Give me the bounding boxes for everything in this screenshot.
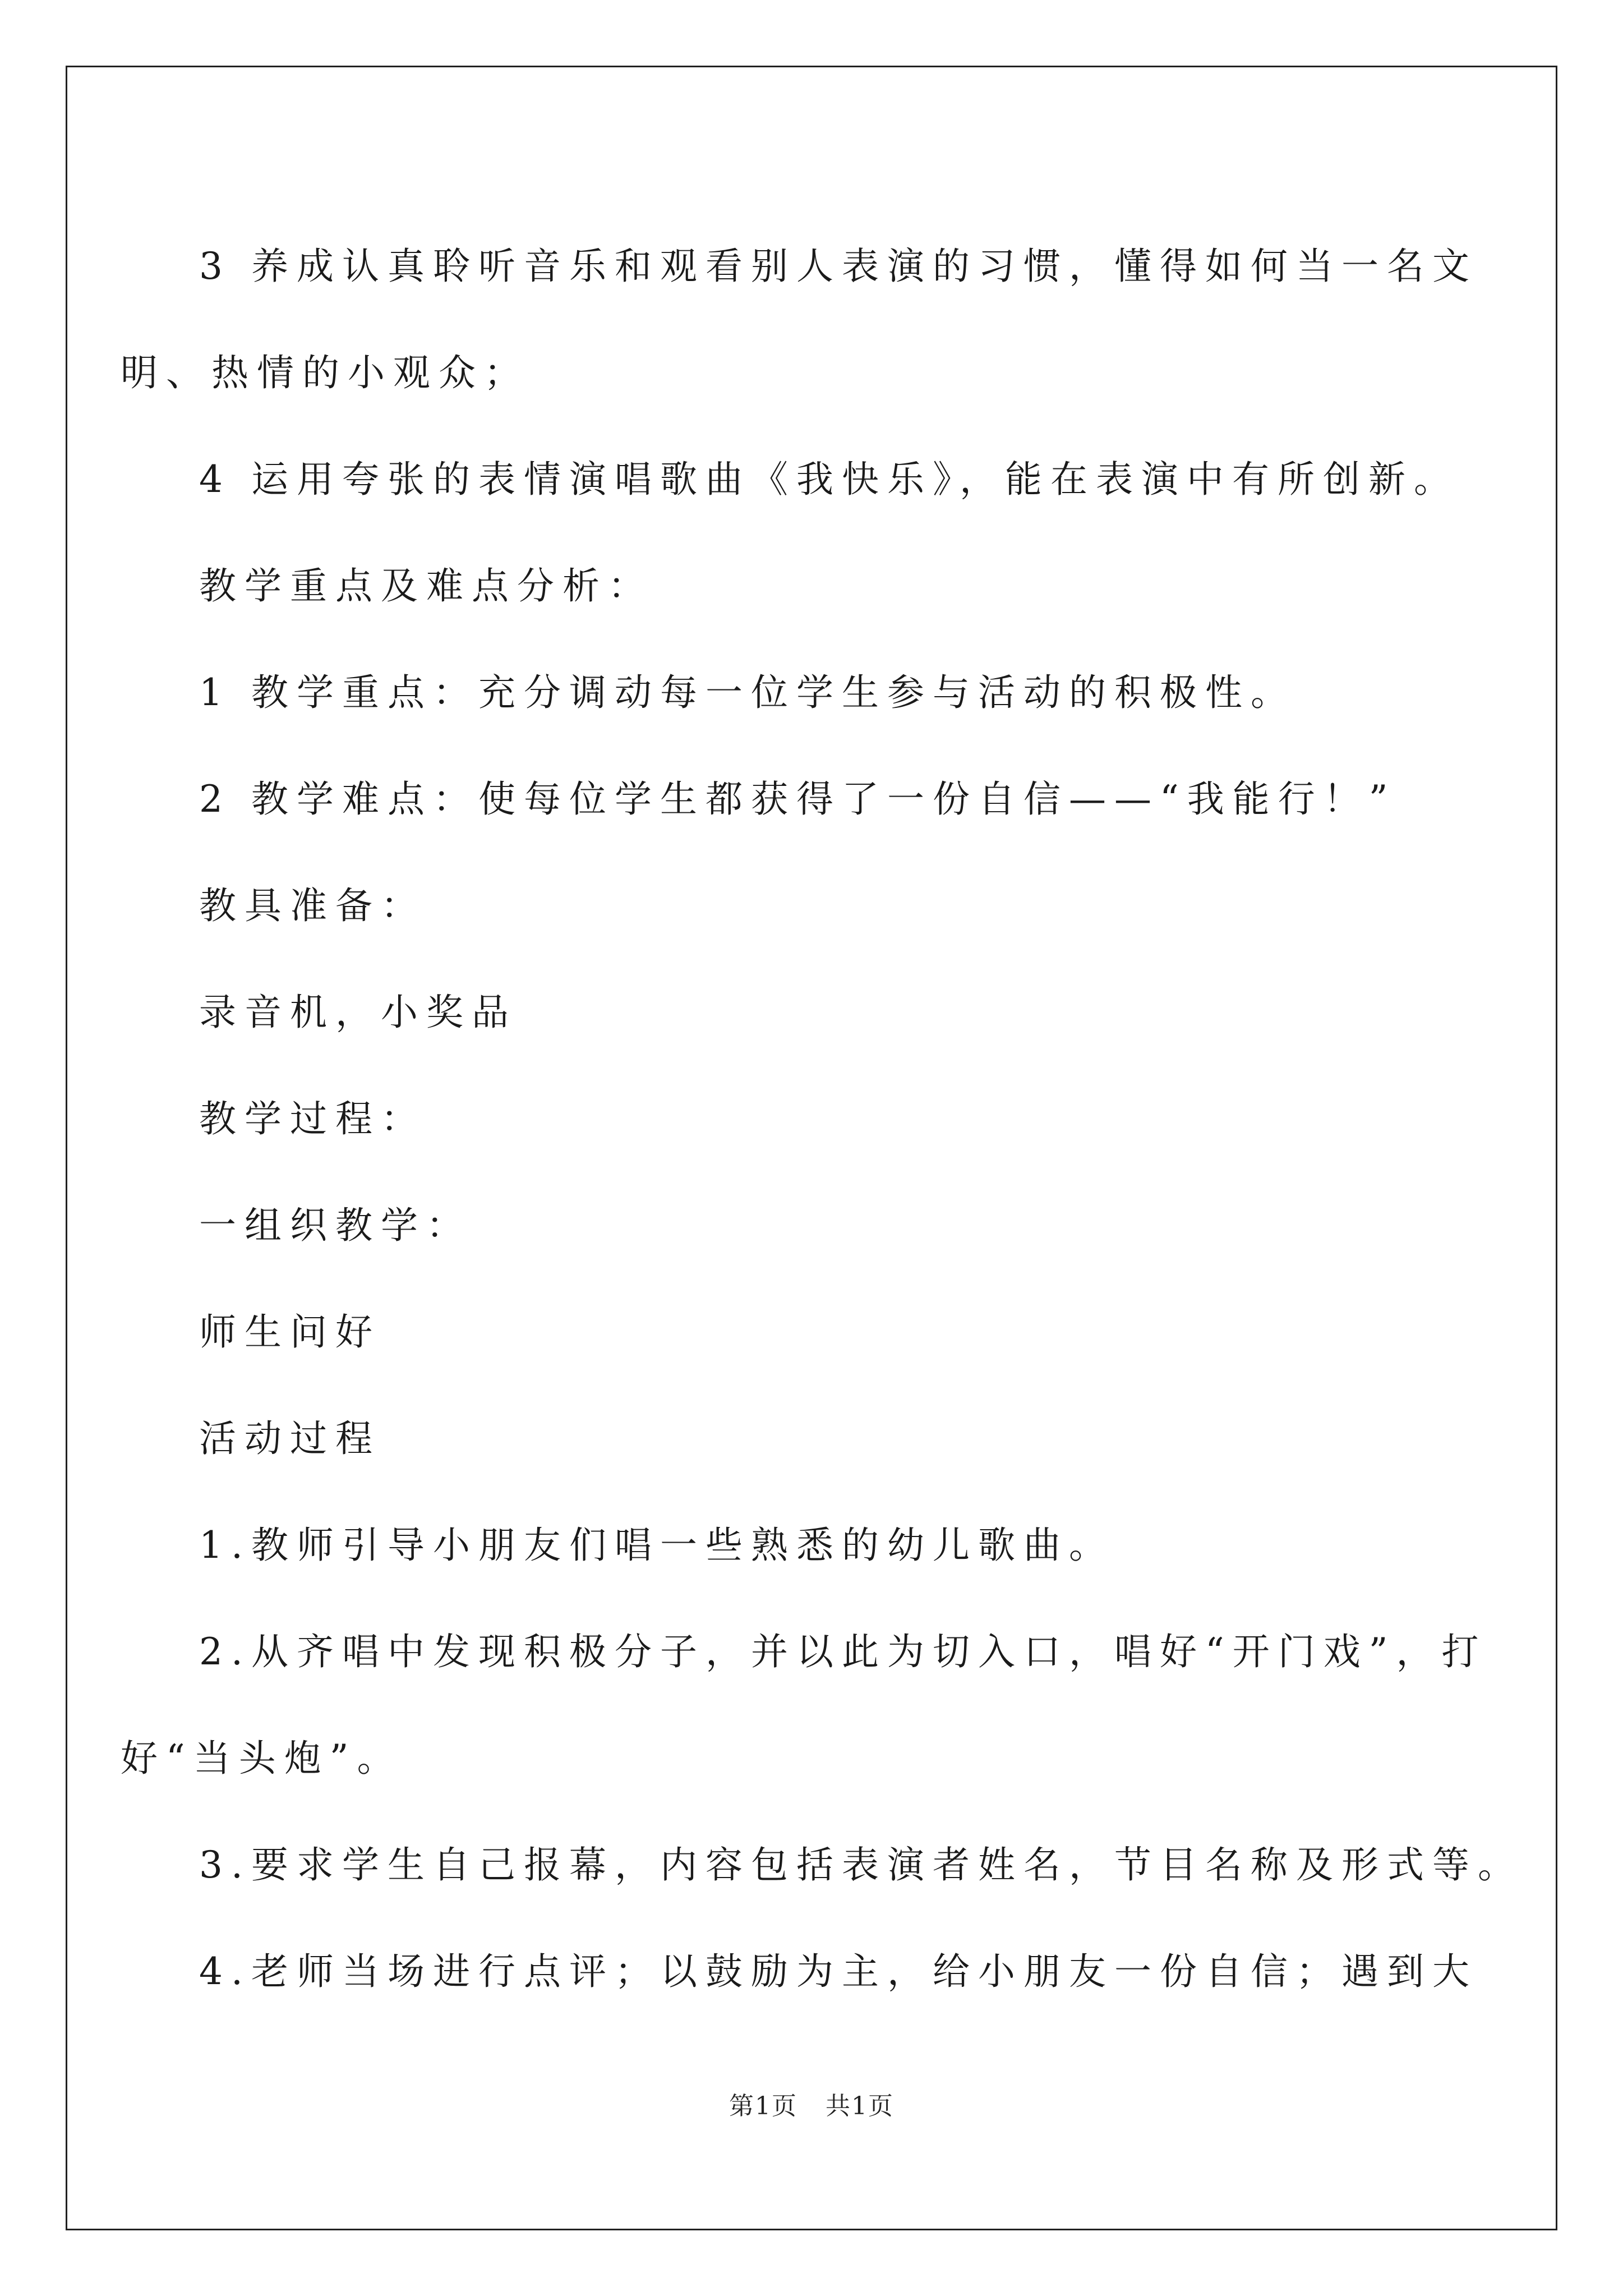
page-total: 共1页 bbox=[826, 2092, 894, 2120]
list-item: 3.要求学生自己报幕，内容包括表演者姓名，节目名称及形式等。 bbox=[199, 1843, 1523, 1887]
list-item: 4.老师当场进行点评；以鼓励为主，给小朋友一份自信；遇到大 bbox=[199, 1950, 1478, 1993]
section-heading: 教学过程： bbox=[199, 1097, 426, 1140]
paragraph: 师生问好 bbox=[199, 1310, 381, 1354]
section-heading: 教学重点及难点分析： bbox=[199, 564, 653, 608]
list-item: 1.教师引导小朋友们唱一些熟悉的幼儿歌曲。 bbox=[199, 1524, 1114, 1567]
section-heading: 一组织教学： bbox=[199, 1204, 472, 1247]
list-item: 2.从齐唱中发现积极分子，并以此为切入口，唱好“开门戏”，打 bbox=[199, 1630, 1487, 1673]
paragraph: 2 教学难点：使每位学生都获得了一份自信——“我能行！” bbox=[199, 777, 1396, 821]
section-heading: 教具准备： bbox=[199, 884, 426, 927]
paragraph: 录音机，小奖品 bbox=[199, 991, 517, 1034]
page-number: 第1页 bbox=[729, 2092, 797, 2120]
paragraph: 3 养成认真聆听音乐和观看别人表演的习惯，懂得如何当一名文 bbox=[199, 245, 1478, 288]
paragraph: 1 教学重点：充分调动每一位学生参与活动的积极性。 bbox=[199, 671, 1296, 714]
list-item-continuation: 好“当头炮”。 bbox=[121, 1737, 403, 1780]
page-footer bbox=[0, 2086, 1623, 2122]
paragraph-continuation: 明、热情的小观众； bbox=[121, 351, 529, 394]
document-body bbox=[121, 213, 1523, 2025]
paragraph: 4 运用夸张的表情演唱歌曲《我快乐》，能在表演中有所创新。 bbox=[199, 458, 1459, 501]
section-heading: 活动过程 bbox=[199, 1417, 381, 1460]
